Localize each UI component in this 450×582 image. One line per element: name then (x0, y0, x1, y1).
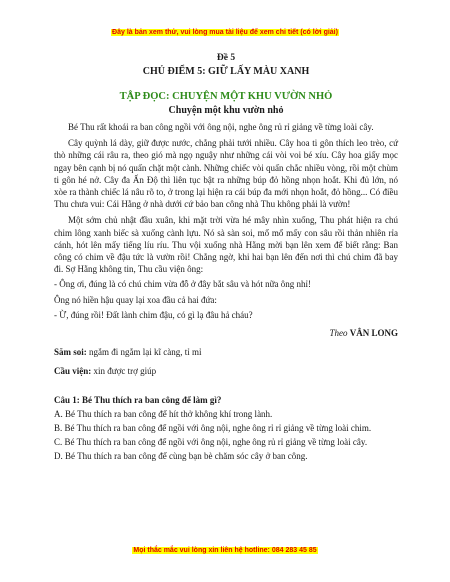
answer-option-c: C. Bé Thu thích ra ban công để ngồi với ông nội, nghe ông rủ rỉ giảng về từng loài cây. (54, 437, 368, 448)
story-paragraph-1: Bé Thu rất khoái ra ban công ngồi với ông nội, nghe ông rủ rỉ giảng về từng loài cây. (68, 122, 374, 132)
dialogue-line-2: Ông nó hiền hậu quay lại xoa đầu cả hai đứa: (54, 294, 217, 305)
story-paragraph-3: Một sớm chủ nhật đầu xuân, khi mặt trời vừa hé mây nhìn xuống, Thu phát hiện ra chú chim lông xanh biếc sà xuống cành lựu. Nó sà sàn soi, mổ mổ mấy con sâu rồi thản nhiên rỉa cánh, hót lên mấy tiếng líu ríu. Thu vội xuống nhà Hằng mời bạn lên xem để biết rằng: Ban công có chim về đậu tức là vườn rồi! Chẳng ngờ, khi hai bạn lên đến nơi thì chú chim đã bay đi. Sợ Hằng không tin, Thu cầu viện ông: (54, 215, 398, 275)
story-paragraph-2: Cây quỳnh lá dày, giữ được nước, chẳng phải tưới nhiều. Cây hoa ti gôn thích leo trèo, cứ thò những cái râu ra, theo gió mà ngọ nguậy như những cái vòi voi bé xíu. Cây hoa giấy mọc ngay bên cạnh bị nó quấn chặt một cành. Những chiếc vòi quấn chắc nhiều vòng, rồi một chùm ti gôn hé nở. Cây đa Ấn Độ thì liên tục bật ra những búp đỏ hồng nhọn hoắt. Khi đủ lớn, nó xòe ra thành chiếc lá nâu rõ to, ở trong lại hiện ra cái búp đa mới nhọn hoắt, đỏ hồng... Có điều Thu chưa vui: Cái Hằng ở nhà dưới cứ bảo ban công nhà Thu không phải là vườn! (54, 138, 398, 210)
topic-heading: CHỦ ĐIỂM 5: GIỮ LẤY MÀU XANH (142, 66, 310, 77)
author-name: VÂN LONG (349, 328, 398, 339)
glossary-term-2: Cầu viện: (54, 366, 92, 377)
exam-number: Đề 5 (216, 53, 236, 63)
document-body (54, 52, 398, 463)
answer-option-b: B. Bé Thu thích ra ban công để ngồi với ông nội, nghe ông rỉ rỉ giảng về từng loài chim. (54, 423, 372, 434)
glossary-item-1 (54, 346, 398, 358)
question-1 (54, 394, 398, 406)
hotline-banner (0, 546, 450, 556)
preview-banner-text: Đây là bản xem thử, vui lòng mua tài liệu để xem chi tiết (có lời giải) (112, 29, 338, 36)
author-prefix: Theo (329, 328, 348, 339)
glossary-item-2 (54, 365, 398, 377)
reading-heading: TẬP ĐỌC: CHUYỆN MỘT KHU VƯỜN NHỎ (119, 91, 333, 102)
question-label: Câu 1: (54, 394, 80, 405)
preview-banner (0, 28, 450, 38)
question-text: Bé Thu thích ra ban công để làm gì? (79, 394, 222, 405)
author-credit (54, 327, 398, 339)
story-title: Chuyện một khu vườn nhỏ (168, 105, 284, 116)
glossary-term-1: Săm soi: (54, 347, 87, 358)
hotline-banner-text: Mọi thắc mắc vui lòng xin liên hệ hotline: 084 283 45 85 (133, 547, 317, 554)
dialogue-line-1: - Ông ơi, đúng là có chú chim vừa đỗ ở đây bắt sâu và hót nữa ông nhỉ! (54, 279, 311, 290)
dialogue-line-3: - Ừ, đúng rồi! Đất lành chim đậu, có gì lạ đâu hả cháu? (54, 309, 253, 320)
glossary-definition-2: xin được trợ giúp (91, 366, 157, 377)
answer-option-a: A. Bé Thu thích ra ban công để hít thở không khí trong lành. (54, 408, 273, 419)
answer-option-d: D. Bé Thu thích ra ban công để cùng bạn bè chăm sóc cây ở ban công. (54, 451, 308, 462)
glossary-definition-1: ngắm đi ngắm lại kĩ càng, tỉ mỉ (86, 347, 202, 358)
